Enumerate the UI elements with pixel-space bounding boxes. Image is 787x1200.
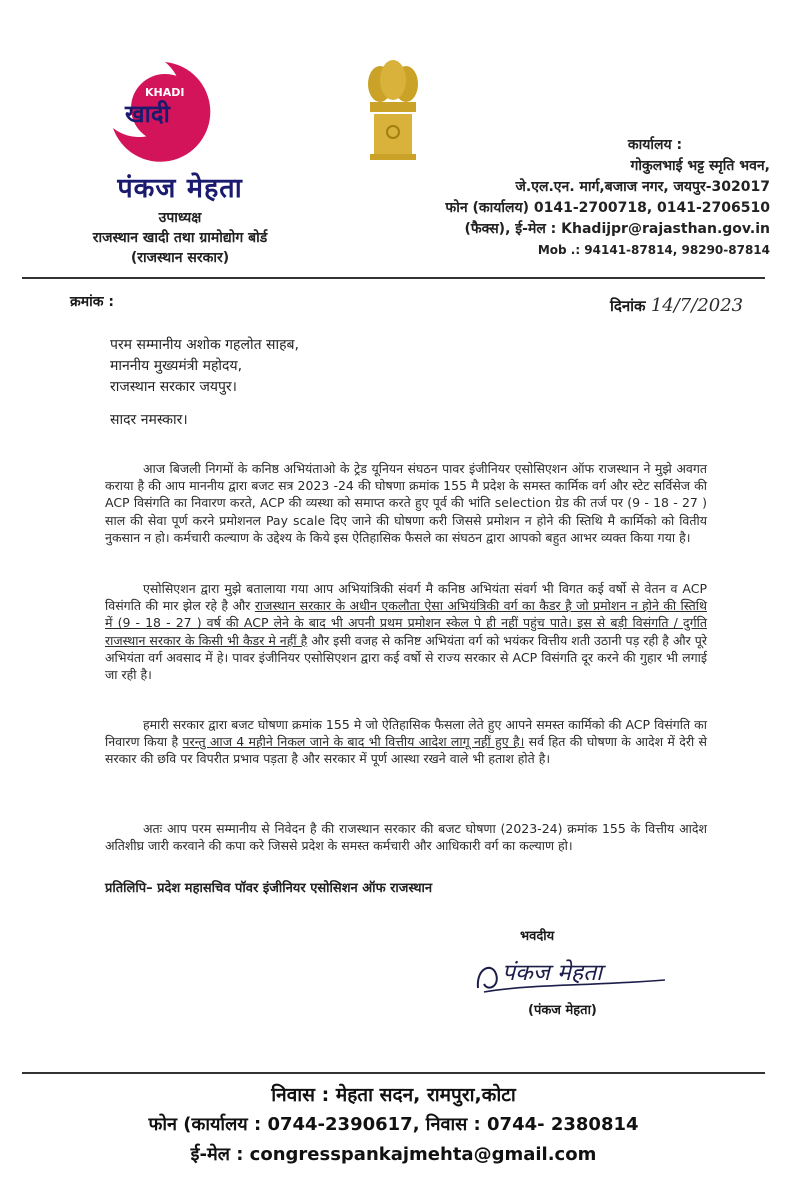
office-mobile: Mob .: 94141-87814, 98290-87814: [537, 243, 770, 257]
date-line: [610, 295, 743, 316]
paragraph-text: और इसी वजह से कनिष्ट अभियंता वर्ग को भयंकर वित्तीय शती उठानी पड़ रही है और पूरे अभियंता वर्ग अवसाद में हे। पावर इंजीनियर एसोसिएशन द्वारा कई वर्षो से राज्य सरकार से ACP विसंगति दूर करने की गुहार भी लगाई जा रही है।: [105, 632, 707, 683]
sender-name: पंकज मेहता: [117, 173, 243, 204]
header-divider: [22, 277, 765, 279]
office-phone: फोन (कार्यालय) 0141-2700718, 0141-2706510: [445, 200, 770, 216]
office-address-block: [420, 135, 770, 261]
paragraph-text: सर्व हित की घोषणा के आदेश में देरी से सरकार की छवि पर विपरीत प्रभाव पड़ता है और सरकार में पूर्ण आस्था रखने वाले भी हताश होते है।: [105, 734, 707, 767]
footer-divider: [22, 1072, 765, 1074]
greeting: सादर नमस्कार।: [110, 412, 188, 428]
logo-text-hindi: खादी: [125, 100, 170, 128]
copy-to: प्रतिलिपि– प्रदेश महासचिव पॉवर इंजीनियर एसोसिशन ऑफ राजस्थान: [105, 881, 433, 896]
body-paragraph-1: [105, 460, 707, 546]
office-building: गोकुलभाई भट्ट स्मृति भवन,: [630, 158, 770, 174]
signature-text: पंकज मेहता: [502, 960, 603, 986]
addressee-line: राजस्थान सरकार जयपुर।: [110, 379, 237, 395]
closing-salutation: भवदीय: [520, 929, 555, 944]
khadi-logo: [105, 58, 215, 168]
designation: उपाध्यक्ष: [158, 210, 202, 226]
addressee-block: [110, 335, 299, 398]
footer-email: ई-मेल : congresspankajmehta@gmail.com: [190, 1144, 597, 1165]
underlined-text: परन्तु आज 4 महीने निकल जाने के बाद भी वित्तीय आदेश लागू नहीं हुए है।: [182, 734, 525, 750]
handwritten-signature: [470, 948, 670, 1000]
paragraph-text: एसोसिएशन द्वारा मुझे बतालाया गया आप अभियांत्रिकी संवर्ग मै कनिष्ठ अभियंता संवर्ग भी विगत कई वर्षो से वेतन व ACP विसंगति की मार झेल रहे है और: [105, 581, 707, 614]
logo-text-latin: KHADI: [145, 86, 185, 99]
reference-number-label: क्रमांक :: [70, 294, 114, 310]
body-paragraph-2: [105, 580, 707, 683]
paragraph-text: हमारी सरकार द्वारा बजट घोषणा क्रमांक 155 मे जो ऐतिहासिक फैसला लेते हुए आपने समस्त कार्मिको की ACP विसंगति का निवारण किया है: [105, 717, 707, 750]
office-fax-email: (फैक्स), ई-मेल : Khadijpr@rajasthan.gov.in: [464, 221, 770, 237]
sender-position: [40, 208, 320, 268]
body-paragraph-3: [105, 716, 707, 768]
footer-phones: फोन (कार्यालय : 0744-2390617, निवास : 0744- 2380814: [148, 1114, 639, 1135]
date-value: 14/7/2023: [650, 295, 744, 316]
paragraph-text: आज बिजली निगमों के कनिष्ठ अभियंताओ के ट्रेड यूनियन संघठन पावर इंजीनियर एसोसिएशन ऑफ राजस्थान ने मुझे अवगत कराया है की आप माननीय द्वारा बजट सत्र 2023 -24 की घोषणा क्रमांक 155 मै प्रदेश के समस्त कार्मिक वर्ग और स्टेट सर्विसेज की ACP विसंगति का निवारण करते, ACP की व्यस्था को समाप्त करते हुए पूर्व की भांति selection ग्रेड की तर्ज पर (9 - 18 - 27 ) साल की सेवा पूर्ण करने प्रमोशनल Pay scale दिए जाने की घोषणा करी जिससे प्रमोशन न होने की स्तिथि मै कार्मिको को वितीय नुकसान न हो। कर्मचारी कल्याण के उद्देश्य के किये इस ऐतिहासिक फैसले का संघठन द्वारा आपको बहुत आभर व्यक्त किया गया है।: [105, 461, 707, 545]
ashoka-emblem-icon: [358, 58, 428, 170]
footer-residence: निवास : मेहता सदन, रामपुरा,कोटा: [271, 1084, 516, 1106]
paragraph-text: अतः आप परम सम्मानीय से निवेदन है की राजस्थान सरकार की बजट घोषणा (2023-24) क्रमांक 155 के वित्तीय आदेश अतिशीघ्र जारी करवाने की कपा करे जिससे प्रदेश के समस्त कर्मचारी और आधिकारी वर्ग का कल्याण हो।: [105, 821, 707, 854]
office-heading: कार्यालय :: [627, 137, 683, 153]
addressee-line: परम सम्मानीय अशोक गहलोत साहब,: [110, 337, 299, 353]
addressee-line: माननीय मुख्यमंत्री महोदय,: [110, 358, 243, 374]
underlined-text: राजस्थान सरकार के अधीन एकलौता ऐसा अभियंत्रिकी वर्ग का कैडर है जो प्रमोशन न होने की स्तिथि में (9 - 18 - 27 ) वर्ष की ACP लेने के बाद भी अपनी प्रथम प्रमोशन स्केल पे ही नहीं पहुंच पाते। इस से बड़ी विसंगति / दुर्गति राजस्थान सरकार के किसी भी कैडर मे नहीं है: [105, 598, 707, 648]
office-address: जे.एल.एन. मार्ग,बजाज नगर, जयपुर-302017: [515, 179, 770, 195]
board-name: राजस्थान खादी तथा ग्रामोद्योग बोर्ड: [92, 230, 268, 246]
body-paragraph-4: [105, 820, 707, 854]
date-label: दिनांक: [610, 297, 646, 315]
signatory-name: (पंकज मेहता): [528, 1003, 597, 1018]
government-label: (राजस्थान सरकार): [130, 250, 230, 266]
